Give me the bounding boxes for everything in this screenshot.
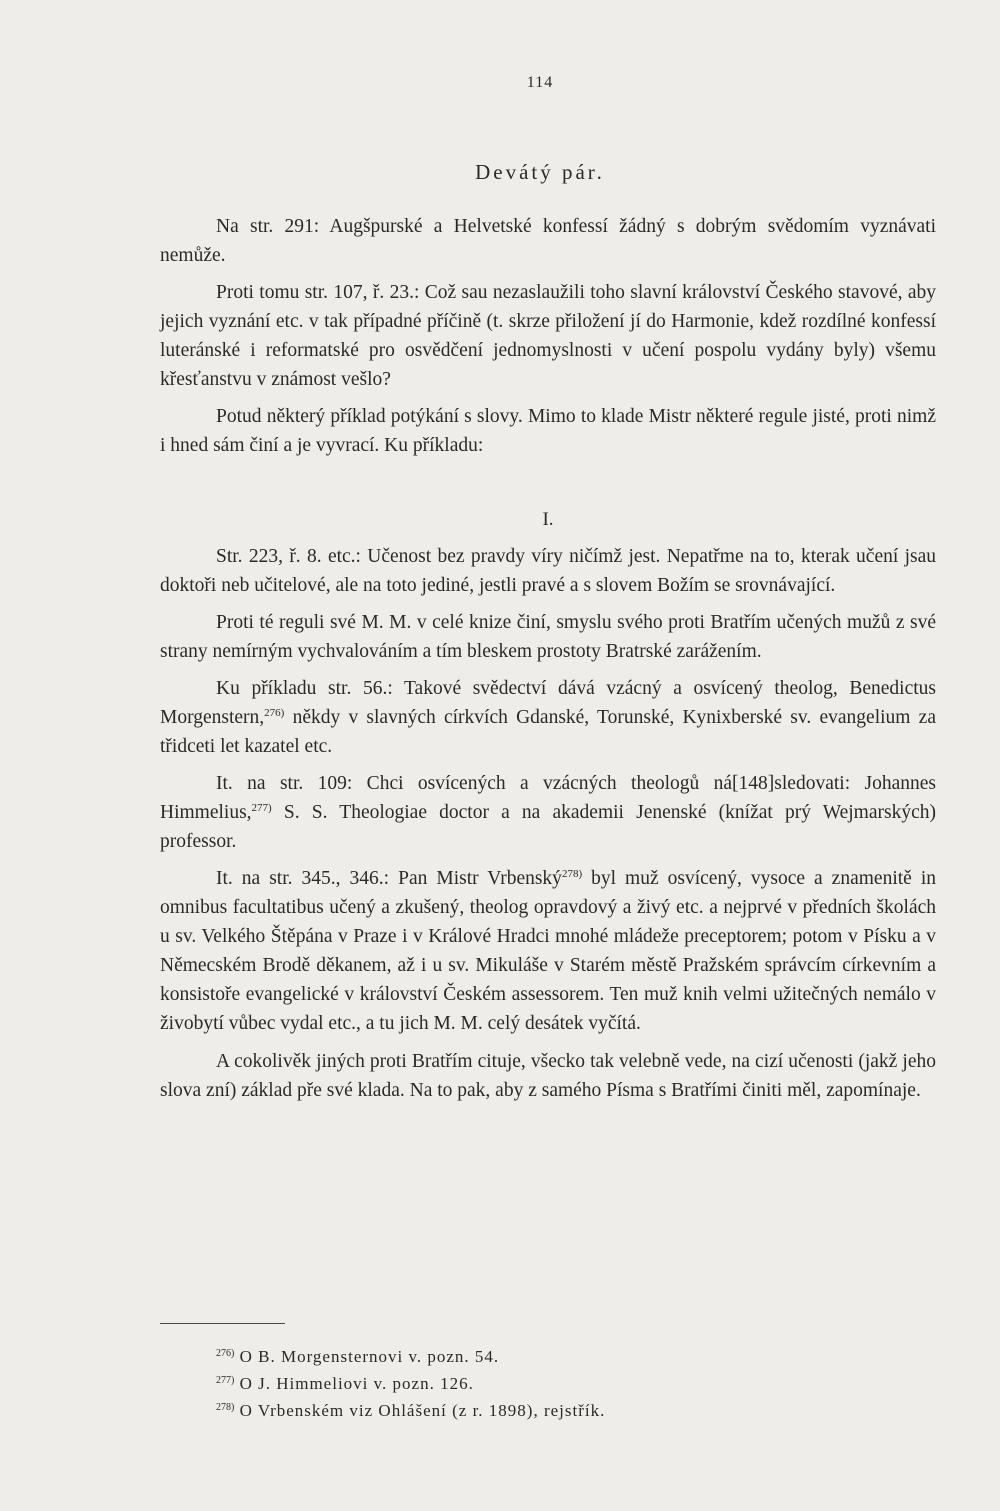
footnote-divider (160, 1323, 285, 1324)
paragraph-1: Na str. 291: Augšpurské a Helvetské konfessí žádný s dobrým svědomím vyznávati nemůže. (160, 216, 936, 266)
footnote-number: 278) (216, 1402, 235, 1413)
paragraph-9: A cokolivěk jiných proti Bratřím cituje, všecko tak velebně vede, na cizí učenosti (jakž jeho slova zní) základ pře své klada. Na to pak, aby z samého Písma s Bratřími činiti měl, zapomínaje. (160, 1051, 936, 1101)
footnote-278 (216, 1396, 936, 1423)
paragraph-5: Proti té reguli své M. M. v celé knize činí, smyslu svého proti Bratřím učených mužů z své strany nemírným vychvalováním a tím bleskem prostoty Bratrské zarážením. (160, 612, 936, 662)
paragraph-8 (160, 864, 936, 1038)
paragraph-4: Str. 223, ř. 8. etc.: Učenost bez pravdy víry ničímž jest. Nepatřme na to, kterak učení jsau doktoři neb učitelové, ale na toto jediné, jestli pravé a s slovem Božím se srovnávající. (160, 546, 936, 596)
footnote-ref-276: 276) (264, 707, 285, 719)
paragraph-6-text-b: někdy v slavných církvích Gdanské, Torunské, Kynixberské sv. evangelium za třidceti let kazatel etc. (160, 707, 936, 757)
footnotes (216, 1342, 936, 1423)
footnote-number: 276) (216, 1348, 235, 1359)
footnote-ref-278: 278) (561, 868, 583, 880)
paragraph-6 (160, 674, 936, 761)
page-number: 114 (526, 74, 554, 91)
paragraph-7 (160, 769, 936, 856)
paragraph-2: Proti tomu str. 107, ř. 23.: Což sau nezaslaužili toho slavní království Českého stavové, aby jejich vyznání etc. v tak případné příčině (t. skrze přiložení jí do Harmonie, kdež rozdílné konfessí luteránské i reformatské pro osvědčení jednomyslnosti v učení pospolu vydány byly) všemu křesťanstvu v známost vešlo? (160, 282, 936, 390)
paragraph-7-text-b: S. S. Theologiae doctor a na akademii Jenenské (knížat prý Wejmarských) professor. (160, 802, 936, 852)
footnote-text: O Vrbenském viz Ohlášení (z r. 1898), rejstřík. (239, 1401, 606, 1420)
paragraph-7-text-a: It. na str. 109: Chci osvícených a vzácných theologů ná[148]sledovati: Johannes Himmelius, (160, 773, 936, 823)
footnote-276 (216, 1342, 936, 1369)
paragraph-8-text-b: byl muž osvícený, vysoce a znamenitě in omnibus facultatibus učený a zkušený, theolog opravdový a živý etc. a nejprvé v předních školách u sv. Velkého Štěpána v Praze i v Králové Hradci mnohé mládeže preceptorem; potom v Písku a v Němecském Brodě děkanem, až i u sv. Mikuláše v Starém městě Pražském správcím církevním a konsistoře evangelické v království Českém assessorem. Ten muž knih velmi užitečných nemálo v živobytí vůbec vydal etc., a tu jich M. M. celý desátek vyčítá. (160, 868, 936, 1034)
footnote-text: O J. Himmeliovi v. pozn. 126. (239, 1374, 474, 1393)
paragraph-3: Potud některý příklad potýkání s slovy. Mimo to klade Mistr některé regule jisté, proti nimž i hned sám činí a je vyvrací. Ku příkladu: (160, 406, 936, 456)
paragraph-8-text-a: It. na str. 345., 346.: Pan Mistr Vrbenský (216, 868, 562, 889)
chapter-heading: Devátý pár. (475, 160, 605, 184)
paragraph-6-text-a: Ku příkladu str. 56.: Takové svědectví dává vzácný a osvícený theolog, Benedictus Morgenstern, (160, 678, 936, 728)
footnote-ref-277: 277) (251, 802, 272, 814)
footnote-number: 277) (216, 1375, 235, 1386)
section-number: I. (542, 509, 554, 530)
footnote-277 (216, 1369, 936, 1396)
main-text (160, 212, 936, 1105)
footnote-text: O B. Morgensternovi v. pozn. 54. (239, 1347, 500, 1366)
